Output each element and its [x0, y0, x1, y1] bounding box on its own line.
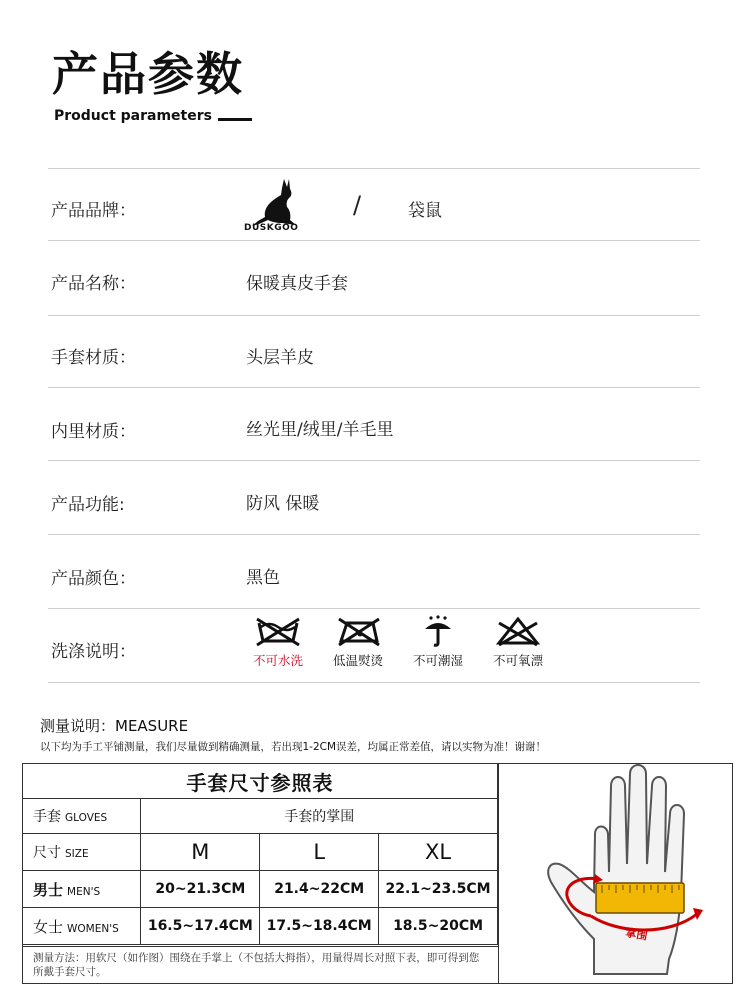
product-params: [48, 168, 700, 683]
param-row-color: [48, 535, 700, 608]
women-size-l: 17.5~18.4CM: [260, 908, 379, 945]
size-label: 尺寸: [33, 845, 61, 861]
wash-caption: 不可水洗: [252, 653, 303, 668]
lining-label: 内里材质：: [51, 422, 136, 442]
wash-item: [238, 615, 318, 669]
name-value: 保暖真皮手套: [246, 274, 348, 294]
glove-diagram: [499, 764, 732, 983]
men-label-en: MEN'S: [67, 885, 101, 898]
low-iron-icon: [333, 615, 383, 647]
param-row-brand: [48, 169, 700, 240]
wash-item: [478, 615, 558, 669]
brand-value: 袋鼠: [408, 201, 442, 221]
page-subtitle: Product parameters: [54, 108, 212, 124]
function-value: 防风 保暖: [246, 494, 320, 514]
size-table: [23, 764, 498, 945]
no-bleach-icon: [493, 615, 543, 647]
men-header: [23, 871, 141, 908]
brand-logo: [244, 175, 308, 235]
size-l: L: [260, 834, 379, 871]
men-size-xl: 22.1~23.5CM: [379, 871, 498, 908]
page-title: 产品参数: [52, 47, 244, 101]
brand-label: 产品品牌：: [51, 201, 136, 221]
size-m: M: [141, 834, 260, 871]
brand-logo-text: DUSKGOO: [244, 223, 299, 233]
palm-label: 掌围: [624, 926, 649, 943]
no-wash-icon: [253, 615, 303, 647]
washing-icons: [238, 615, 568, 679]
param-row-washing: [48, 609, 700, 682]
param-row-function: [48, 461, 700, 534]
measure-note: 以下均为手工平铺测量，我们尽量做到精确测量，若出现1-2CM误差，均属正常差值，请以实物为准！谢谢！: [40, 741, 547, 753]
men-size-m: 20~21.3CM: [141, 871, 260, 908]
divider: [48, 682, 700, 683]
color-value: 黑色: [246, 568, 280, 588]
size-chart: [22, 763, 733, 984]
gloves-label: 手套: [33, 809, 61, 825]
param-row-name: [48, 241, 700, 315]
washing-label: 洗涤说明：: [51, 642, 136, 662]
no-damp-icon: [413, 615, 463, 647]
param-row-material: [48, 316, 700, 387]
wash-item: [318, 615, 398, 669]
women-size-xl: 18.5~20CM: [379, 908, 498, 945]
param-row-lining: [48, 388, 700, 460]
gloves-label-en: GLOVES: [65, 812, 108, 824]
palm-header: 手套的掌围: [141, 799, 498, 834]
women-size-m: 16.5~17.4CM: [141, 908, 260, 945]
measure-title: 测量说明：MEASURE: [40, 717, 189, 735]
women-label: 女士: [33, 917, 64, 936]
wash-caption: 不可潮湿: [412, 653, 463, 668]
size-table-caption: 手套尺寸参照表: [23, 764, 498, 799]
size-header: [23, 834, 141, 871]
measure-method-note: 测量方法：用软尺（如作图）围绕在手掌上（不包括大拇指），用量得周长对照下表，即可得到您所戴手套尺寸。: [23, 946, 498, 983]
women-header: [23, 908, 141, 945]
women-label-en: WOMEN'S: [67, 922, 119, 935]
color-label: 产品颜色：: [51, 569, 136, 589]
brand-separator: /: [353, 191, 362, 219]
gloves-header: [23, 799, 141, 834]
wash-item: [398, 615, 478, 669]
wash-caption: 低温熨烫: [332, 653, 383, 668]
men-size-l: 21.4~22CM: [260, 871, 379, 908]
function-label: 产品功能:: [51, 495, 125, 515]
material-value: 头层羊皮: [246, 348, 314, 368]
material-label: 手套材质：: [51, 348, 136, 368]
men-label: 男士: [33, 880, 64, 899]
lining-value: 丝光里/绒里/羊毛里: [246, 420, 394, 440]
hand-measure-icon: [499, 764, 732, 983]
size-xl: XL: [379, 834, 498, 871]
name-label: 产品名称：: [51, 274, 136, 294]
wash-caption: 不可氧漂: [492, 653, 543, 668]
size-label-en: SIZE: [65, 848, 89, 860]
title-underline: [218, 118, 252, 121]
